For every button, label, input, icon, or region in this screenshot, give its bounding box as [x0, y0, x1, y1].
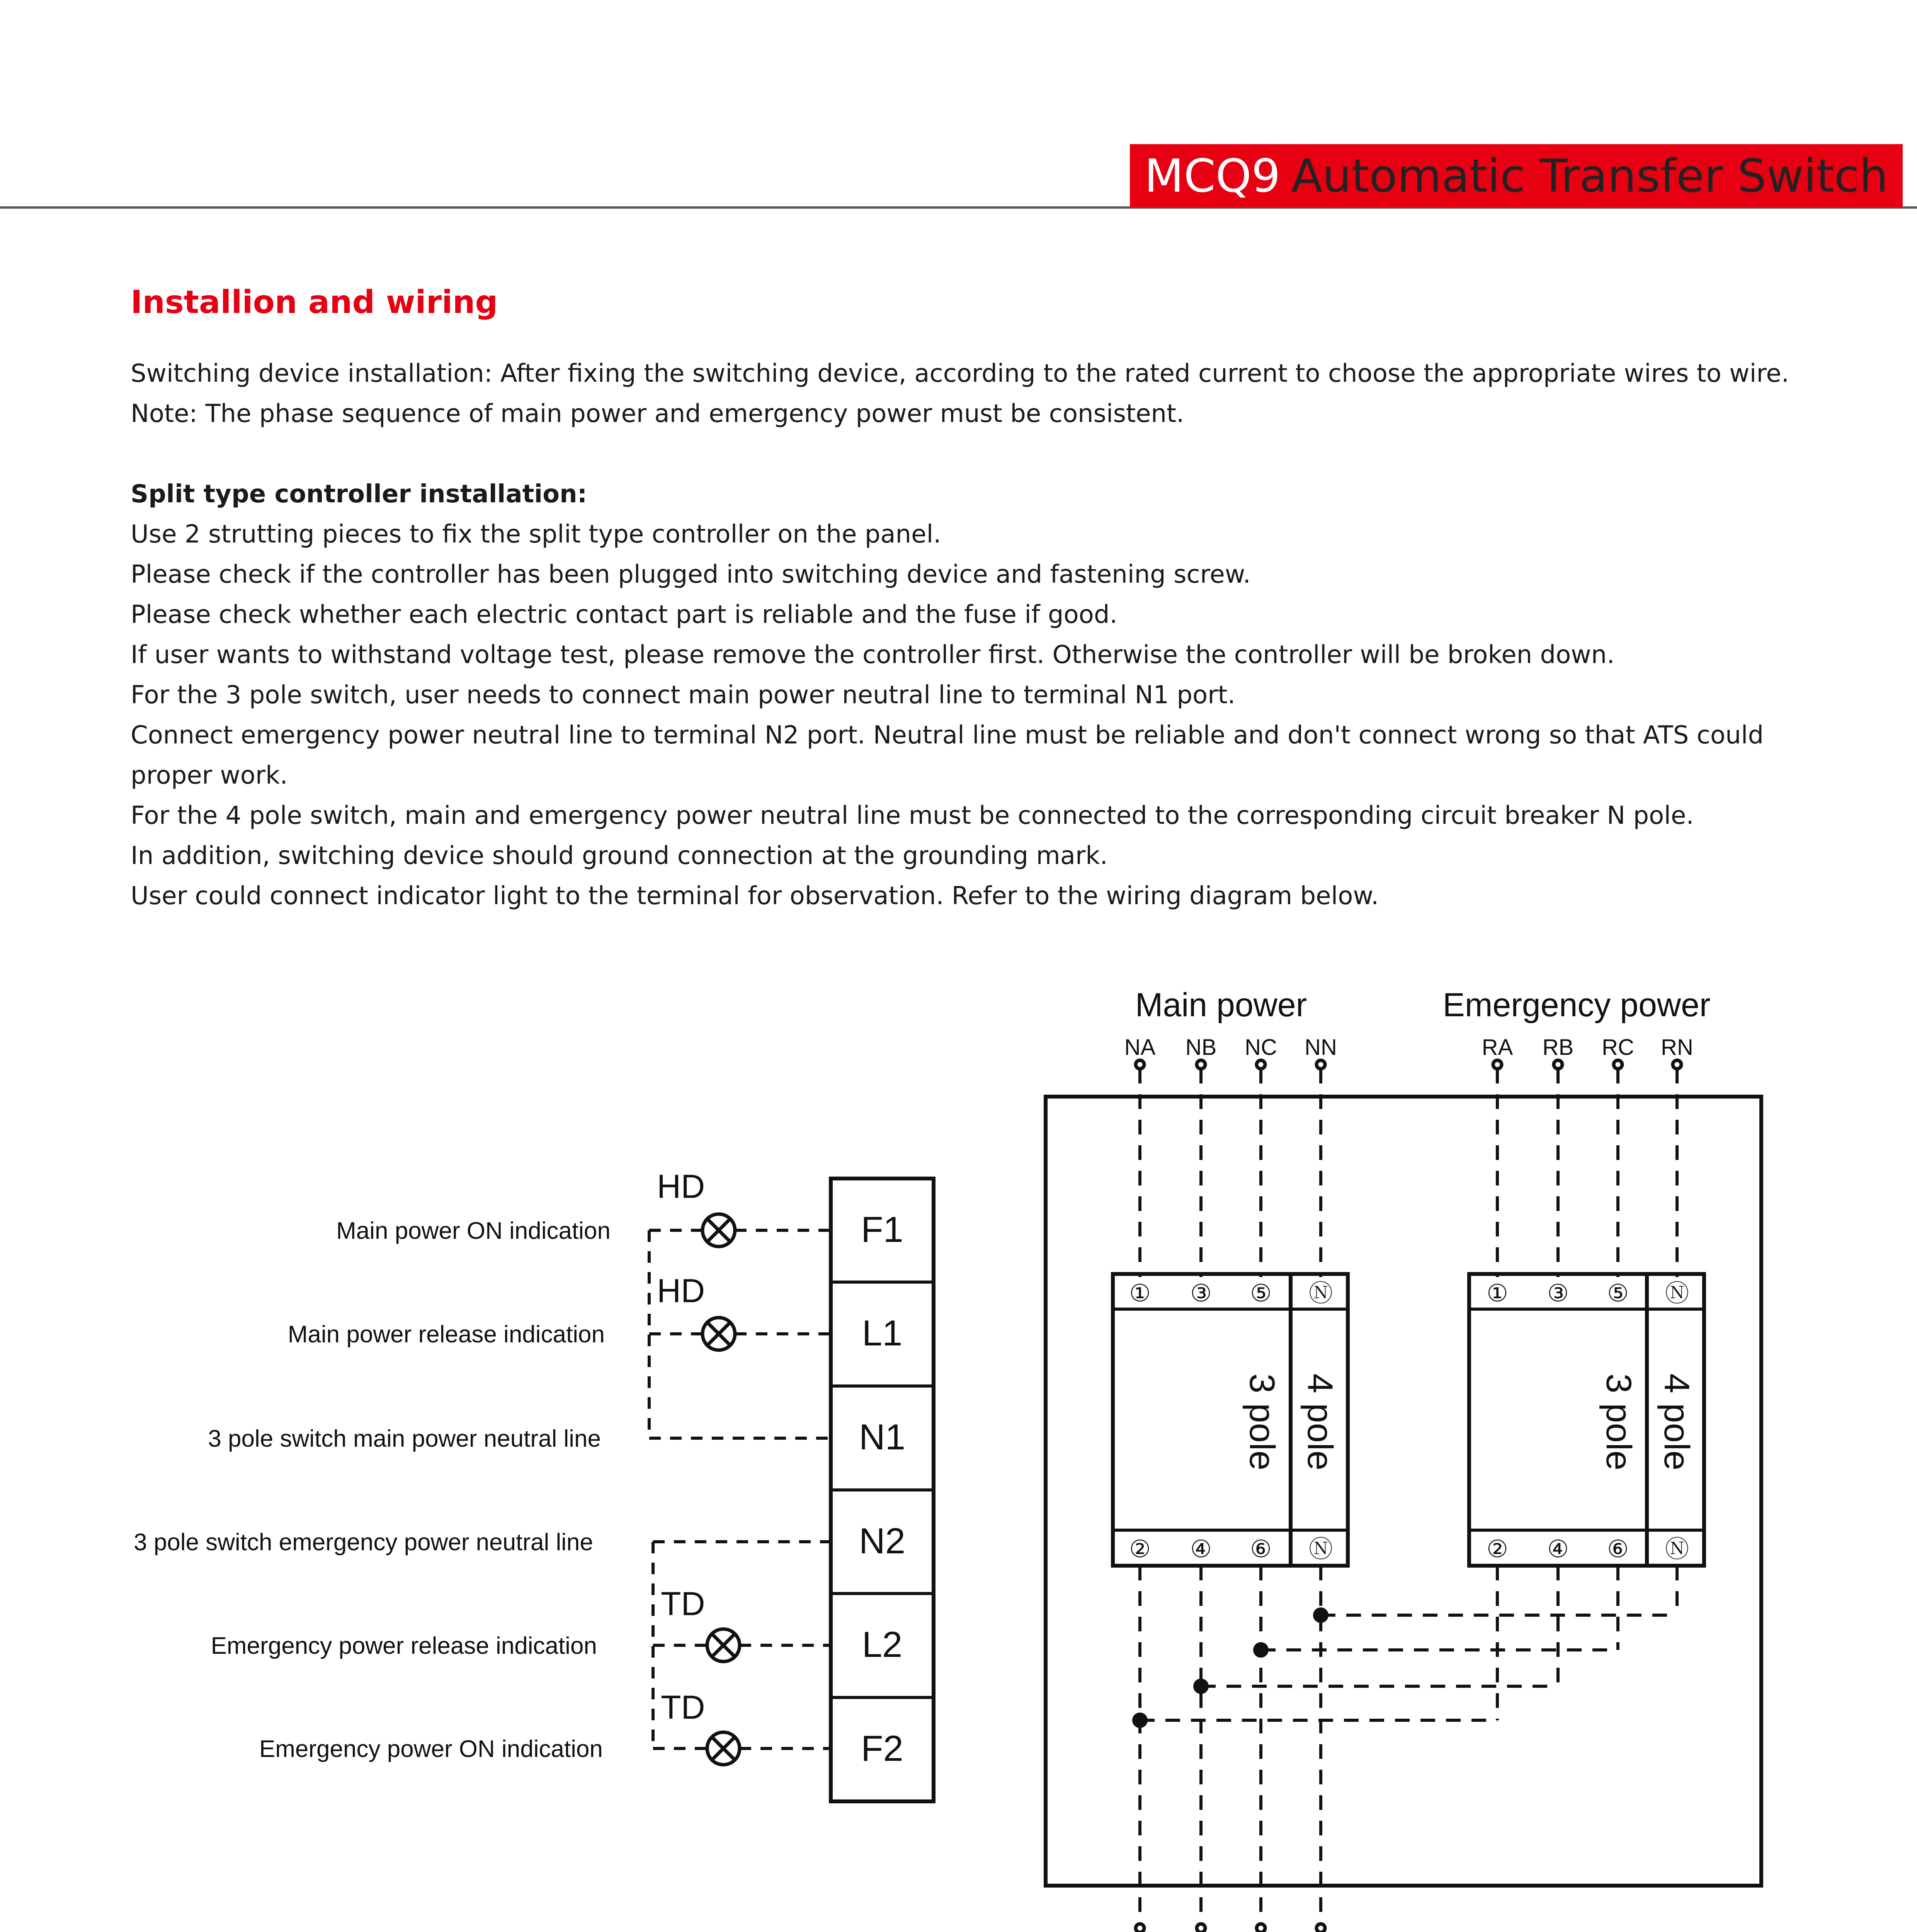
emergency-breaker	[1469, 1274, 1704, 1566]
split-line: For the 3 pole switch, user needs to connect main power neutral line to terminal N1 port.	[131, 681, 1235, 709]
main-breaker-3pole-label: 3 pole	[1242, 1373, 1282, 1471]
indication-main-release: Main power release indication	[287, 1321, 605, 1348]
header-title-band	[1130, 144, 1903, 207]
terminal-f2: F2	[861, 1728, 903, 1769]
indication-emergency-neutral: 3 pole switch emergency power neutral line	[134, 1529, 593, 1556]
terminal-label-rb: RB	[1542, 1035, 1574, 1060]
terminal-label-rc: RC	[1602, 1035, 1634, 1060]
split-title: Split type controller installation:	[131, 480, 587, 509]
split-line: User could connect indicator light to the terminal for observation. Refer to the wiring diagram below.	[131, 882, 1379, 910]
split-line: In addition, switching device should ground connection at the grounding mark.	[131, 842, 1108, 870]
intro-line: Note: The phase sequence of main power and emergency power must be consistent.	[131, 400, 1184, 428]
terminal-block	[831, 1179, 934, 1801]
indicator-lamps	[703, 1214, 740, 1765]
emergency-breaker-bottom-mark-2: ②	[1487, 1536, 1508, 1563]
emergency-power-label: Emergency power	[1442, 986, 1711, 1024]
split-line: Please check if the controller has been plugged into switching device and fastening screw.	[131, 560, 1251, 589]
emergency-breaker-bottom-mark-n: Ⓝ	[1665, 1536, 1689, 1563]
terminal-l1: L1	[862, 1313, 903, 1353]
lamp-icon	[703, 1318, 735, 1350]
main-breaker-bottom-mark-6: ⑥	[1250, 1536, 1272, 1563]
load-terminals	[1136, 1924, 1325, 1932]
indication-main-neutral: 3 pole switch main power neutral line	[208, 1425, 601, 1452]
split-line: Use 2 strutting pieces to fix the split type controller on the panel.	[131, 520, 941, 549]
wiring-diagram	[0, 966, 1917, 1932]
main-breaker-top-mark-1: ①	[1129, 1280, 1151, 1307]
emergency-breaker-4pole-label: 4 pole	[1657, 1373, 1696, 1471]
lamp-icon	[703, 1214, 735, 1247]
emergency-breaker-bottom-mark-6: ⑥	[1607, 1536, 1629, 1563]
header-title: Automatic Transfer Switch	[1291, 149, 1888, 202]
output-dashed-lines	[1140, 1566, 1677, 1917]
indication-main-on: Main power ON indication	[336, 1218, 611, 1244]
main-breaker-4pole-label: 4 pole	[1300, 1373, 1340, 1471]
intro-paragraph	[131, 354, 1792, 434]
source-terminals	[1136, 1060, 1681, 1069]
emergency-breaker-top-mark-5: ⑤	[1607, 1280, 1629, 1307]
lamp-label-hd-2: HD	[657, 1272, 705, 1310]
terminal-label-nn: NN	[1305, 1035, 1337, 1060]
terminal-label-rn: RN	[1661, 1035, 1693, 1060]
main-breaker-bottom-mark-n: Ⓝ	[1308, 1536, 1333, 1563]
lamp-icon	[707, 1732, 740, 1765]
split-line: For the 4 pole switch, main and emergency power neutral line must be connected to the corresponding circuit breaker N pole.	[131, 801, 1694, 830]
terminal-f1: F1	[861, 1209, 903, 1250]
main-breaker-top-mark-n: Ⓝ	[1308, 1280, 1333, 1307]
enclosure-box	[1046, 1097, 1761, 1886]
lamp-label-td-1: TD	[661, 1585, 705, 1622]
main-breaker-bottom-mark-4: ④	[1190, 1536, 1212, 1563]
junction-dots	[1132, 1607, 1328, 1728]
terminal-n2: N2	[859, 1520, 906, 1561]
split-line: Connect emergency power neutral line to terminal N2 port. Neutral line must be reliable and don't connect wrong so that ATS could proper work.	[131, 721, 1764, 790]
indication-emergency-release: Emergency power release indication	[211, 1633, 597, 1659]
terminal-label-nc: NC	[1245, 1035, 1277, 1060]
split-line: If user wants to withstand voltage test, please remove the controller first. Otherwise the controller will be broken down.	[131, 641, 1615, 669]
emergency-breaker-top-mark-n: Ⓝ	[1665, 1280, 1689, 1307]
main-breaker	[1113, 1274, 1348, 1566]
lamp-label-td-2: TD	[661, 1689, 705, 1726]
terminal-n1: N1	[859, 1417, 906, 1457]
terminal-label-nb: NB	[1185, 1035, 1217, 1060]
terminal-l2: L2	[862, 1624, 903, 1665]
terminal-label-ra: RA	[1482, 1035, 1513, 1060]
split-installation-section	[131, 474, 1792, 916]
header-code: MCQ9	[1144, 149, 1281, 202]
intro-line: Switching device installation: After fixing the switching device, according to the rated current to choose the appropriate wires to wire.	[131, 359, 1789, 388]
emergency-breaker-3pole-label: 3 pole	[1599, 1373, 1638, 1471]
main-breaker-top-mark-3: ③	[1190, 1280, 1212, 1307]
lamp-icon	[707, 1629, 740, 1662]
emergency-breaker-top-mark-3: ③	[1547, 1280, 1569, 1307]
split-line: Please check whether each electric contact part is reliable and the fuse if good.	[131, 600, 1118, 629]
section-heading: Installion and wiring	[131, 284, 498, 321]
main-power-label: Main power	[1135, 986, 1307, 1024]
main-breaker-top-mark-5: ⑤	[1250, 1280, 1272, 1307]
lamp-label-hd-1: HD	[657, 1168, 705, 1205]
indication-emergency-on: Emergency power ON indication	[259, 1736, 603, 1762]
incoming-dashed-lines	[1140, 1069, 1677, 1277]
emergency-breaker-bottom-mark-4: ④	[1547, 1536, 1569, 1563]
main-breaker-bottom-mark-2: ②	[1129, 1536, 1151, 1563]
terminal-label-na: NA	[1124, 1035, 1156, 1060]
emergency-breaker-top-mark-1: ①	[1487, 1280, 1508, 1307]
